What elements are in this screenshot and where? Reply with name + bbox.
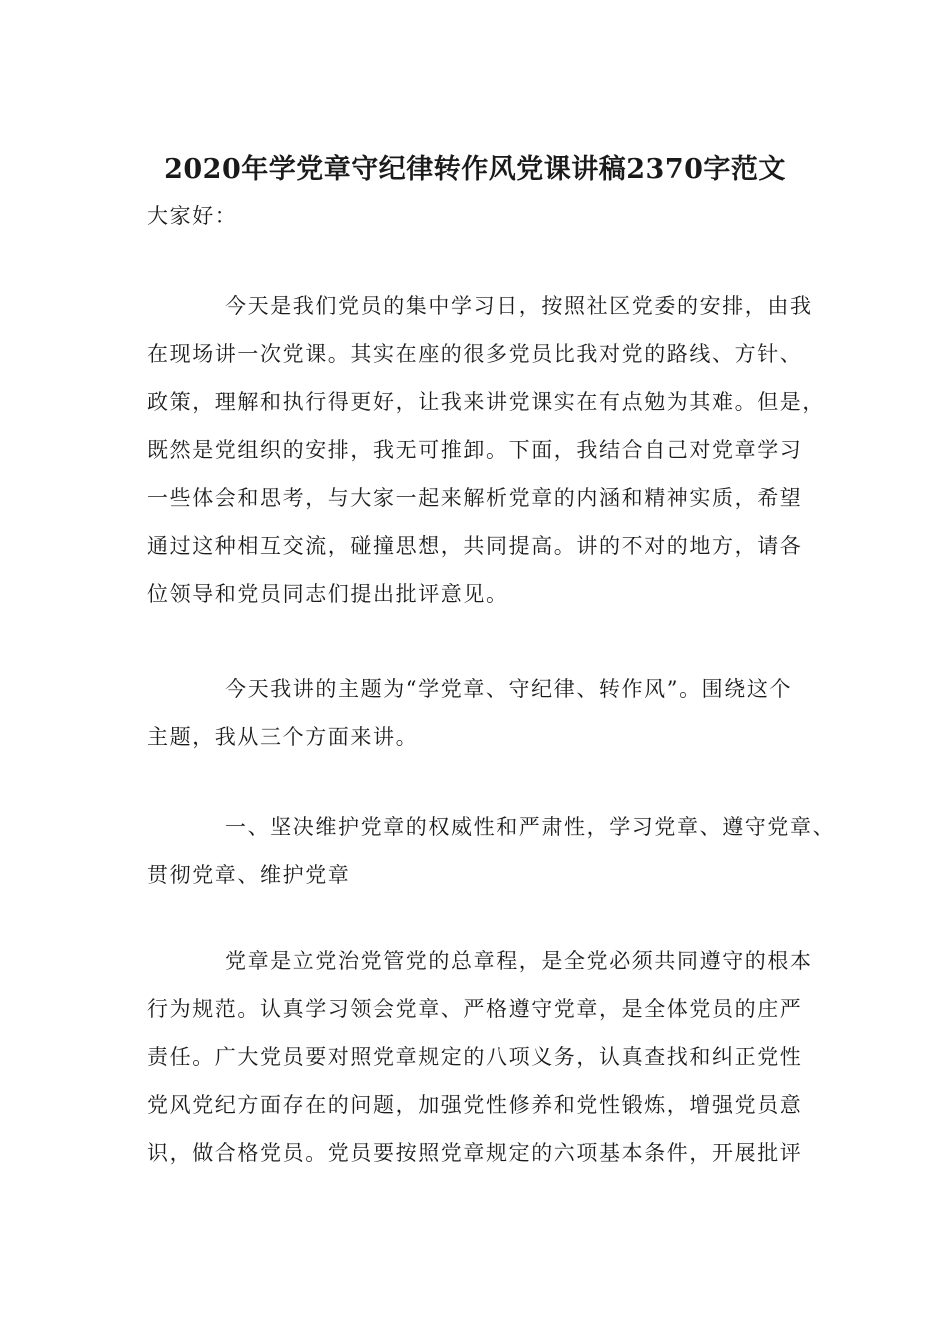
paragraph-line: 政策，理解和执行得更好，让我来讲党课实在有点勉为其难。但是， [147,390,825,414]
paragraph-line: 行为规范。认真学习领会党章、严格遵守党章，是全体党员的庄严 [147,997,803,1021]
paragraph-intro [147,282,837,618]
paragraph-line: 识，做合格党员。党员要按照党章规定的六项基本条件，开展批评 [147,1141,803,1165]
paragraph-line: 贯彻党章、维护党章 [147,863,351,887]
paragraph-line: 在现场讲一次党课。其实在座的很多党员比我对党的路线、方针、 [147,342,803,366]
paragraph-section-1 [147,937,837,1177]
document-title: 2020年学党章守纪律转作风党课讲稿2370字范文 [164,154,786,185]
paragraph-line: 责任。广大党员要对照党章规定的八项义务，认真查找和纠正党性 [147,1045,803,1069]
paragraph-line: 今天我讲的主题为“学党章、守纪律、转作风”。围绕这个 [225,677,793,701]
paragraph-line: 通过这种相互交流，碰撞思想，共同提高。讲的不对的地方，请各 [147,534,803,558]
greeting [147,192,837,240]
paragraph-line: 党风党纪方面存在的问题，加强党性修养和党性锻炼，增强党员意 [147,1093,803,1117]
section-heading-1 [147,803,837,899]
paragraph-line: 主题，我从三个方面来讲。 [147,725,419,749]
paragraph-line: 位领导和党员同志们提出批评意见。 [147,582,509,606]
paragraph-line: 一些体会和思考，与大家一起来解析党章的内涵和精神实质，希望 [147,486,803,510]
greeting-line: 大家好： [147,204,238,228]
paragraph-line: 今天是我们党员的集中学习日，按照社区党委的安排，由我 [225,294,813,318]
paragraph-theme [147,665,837,761]
paragraph-line: 党章是立党治党管党的总章程，是全党必须共同遵守的根本 [225,949,813,973]
paragraph-line: 既然是党组织的安排，我无可推卸。下面，我结合自己对党章学习 [147,438,803,462]
paragraph-line: 一、坚决维护党章的权威性和严肃性，学习党章、遵守党章、 [225,815,836,839]
